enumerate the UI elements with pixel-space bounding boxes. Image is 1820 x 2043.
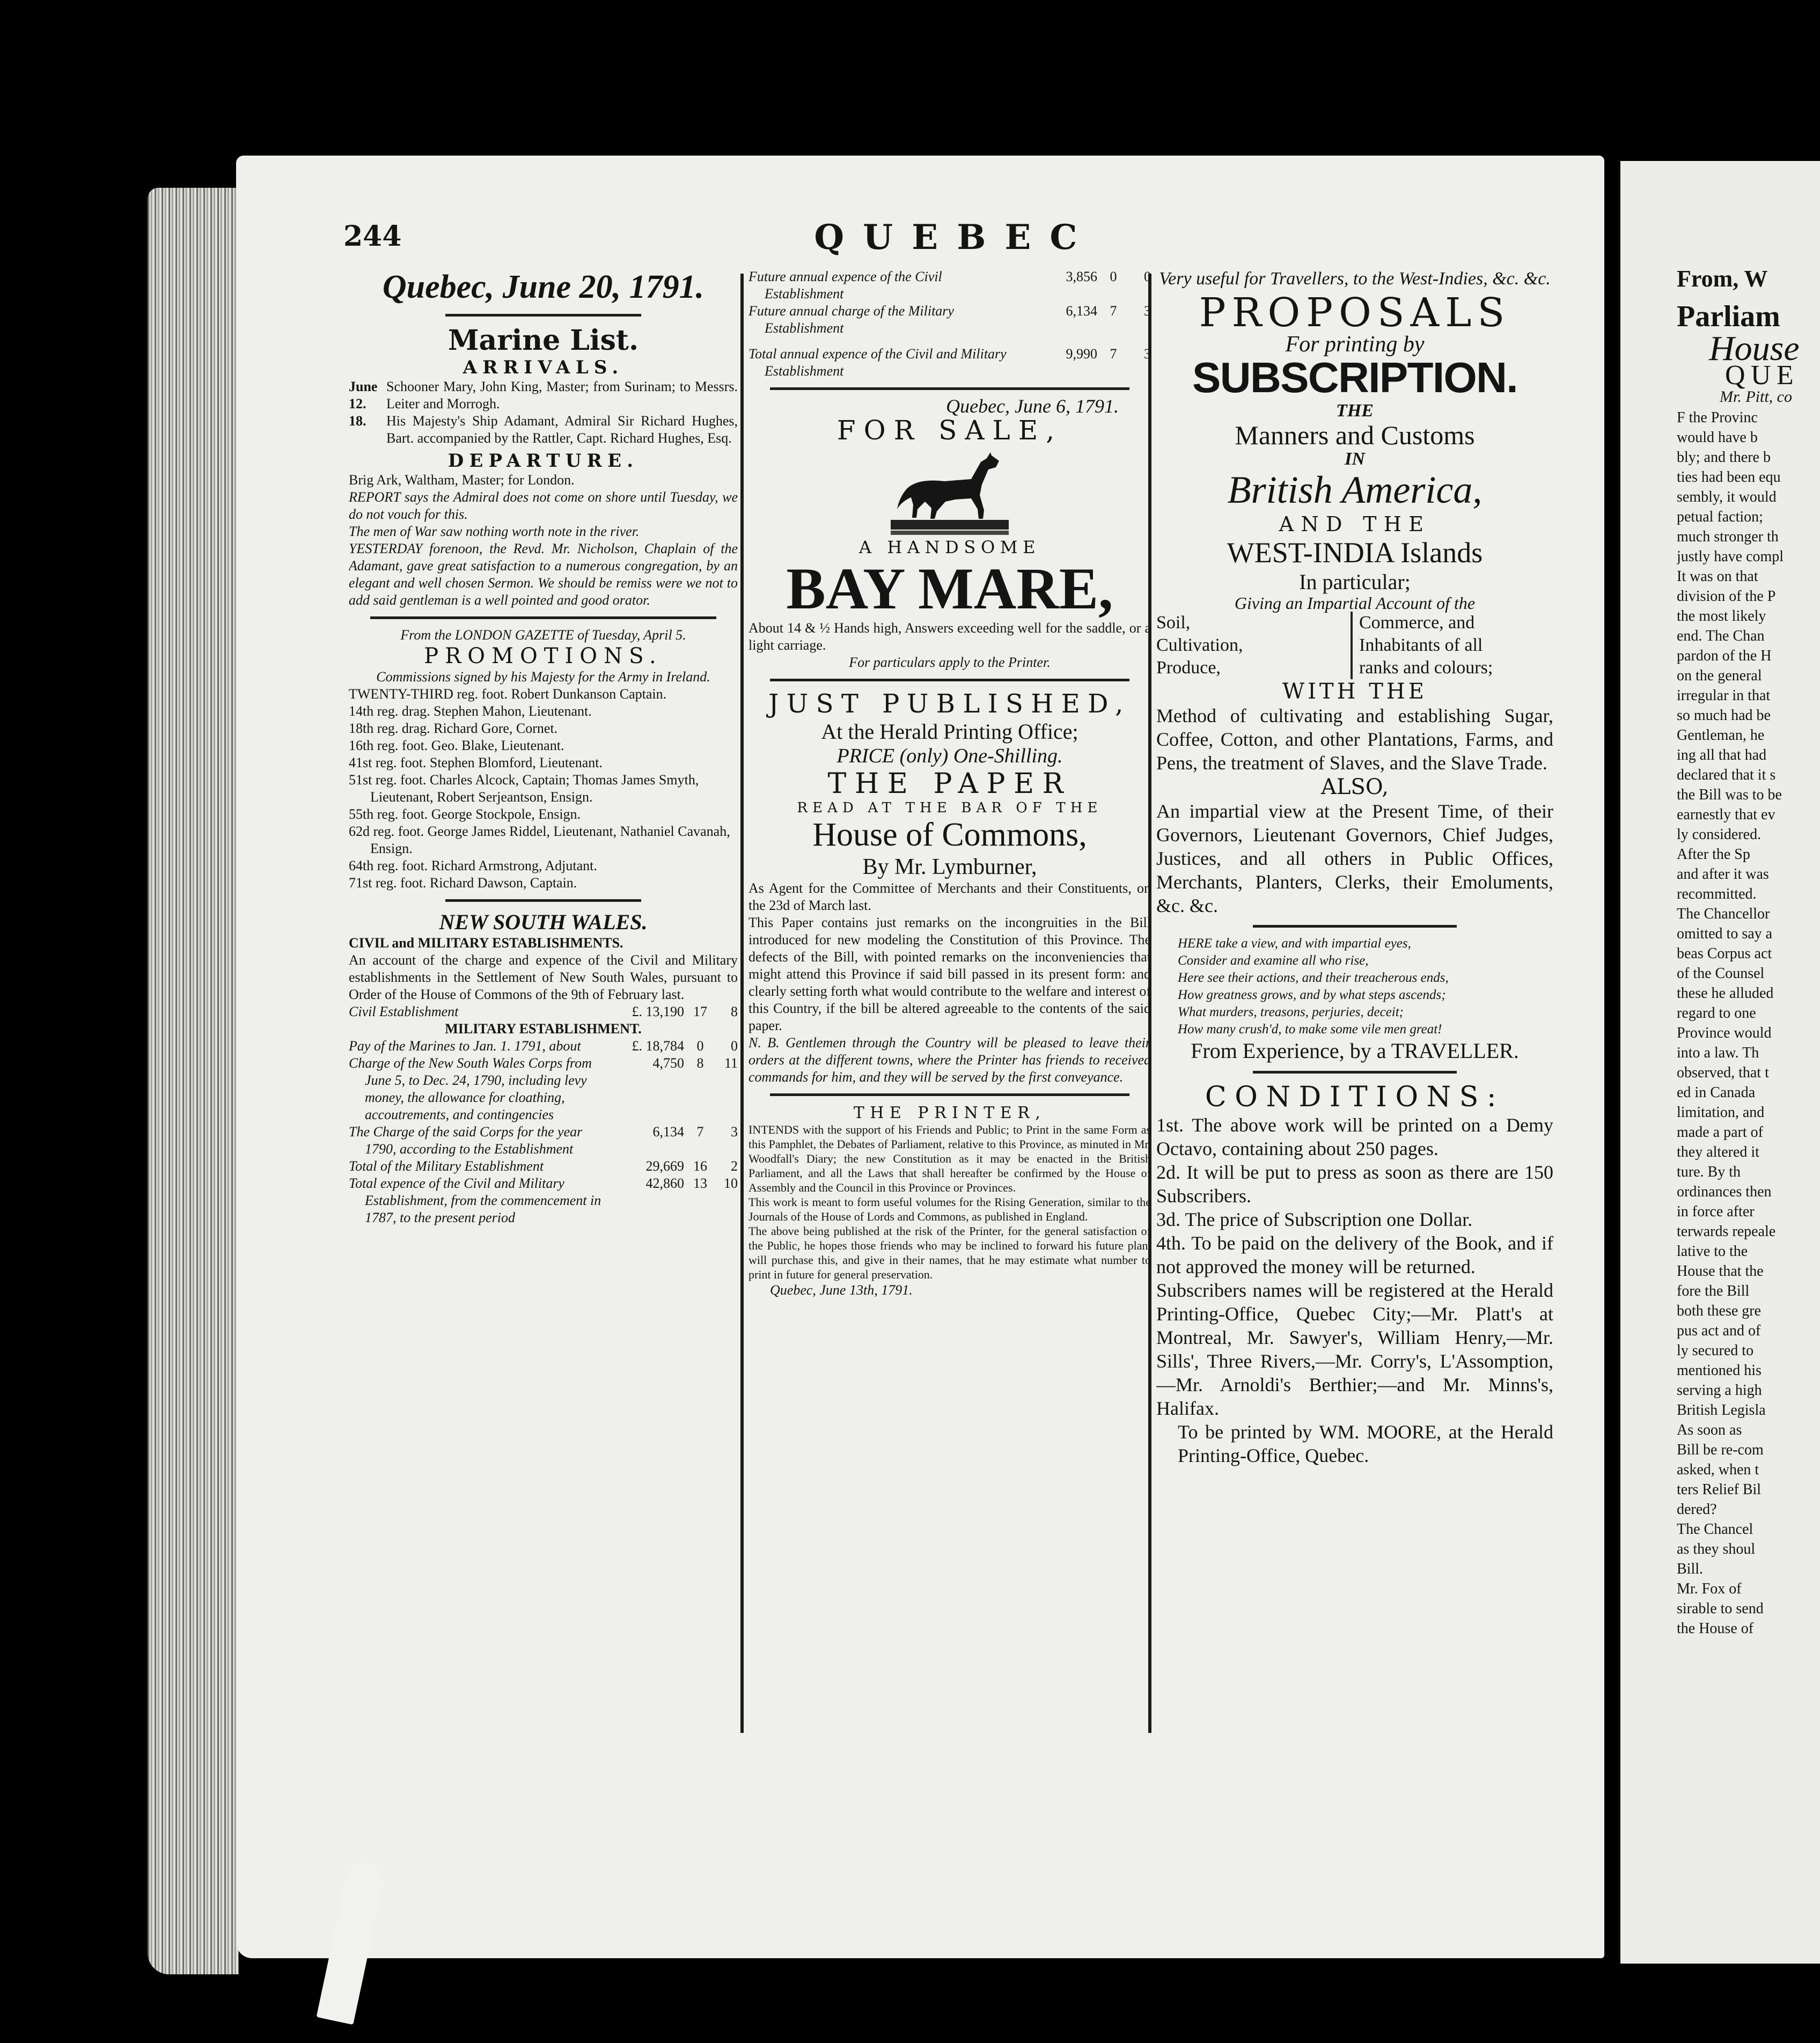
printer-body-3: The above being published at the risk of the Printer, for the general satisfaction of the Public, he hopes those friends who may be inclined to forward his future plan, will purchase this, and give in their names, that he may estimate what number to print in future for general preservation. <box>748 1224 1151 1281</box>
future-expence-row: Total annual expence of the Civil and Military Establishment 9,990 7 3 <box>748 346 1151 379</box>
dateline: Quebec, June 20, 1791. <box>382 269 704 305</box>
military-row: The Charge of the said Corps for the year 1790, according to the Establishment 6,134 7 3 <box>349 1124 738 1157</box>
establishments-heading: CIVIL and MILITARY ESTABLISHMENTS. <box>349 935 623 951</box>
with-the-line: WITH THE <box>1282 679 1427 704</box>
british-america-heading: British America, <box>1227 468 1483 511</box>
facing-text-line: As soon as <box>1677 1422 1742 1438</box>
facing-text-line: ed in Canada <box>1677 1084 1756 1101</box>
in-particular-line: In particular; <box>1299 570 1411 594</box>
divider <box>1253 925 1457 928</box>
column-two <box>748 268 1151 1803</box>
price-line: PRICE (only) One-Shilling. <box>836 745 1063 767</box>
facing-text-line: declared that it s <box>1677 767 1776 783</box>
promotions-list <box>349 686 738 892</box>
facing-text-line: made a part of <box>1677 1124 1763 1141</box>
from-experience-line: From Experience, by a TRAVELLER. <box>1191 1039 1519 1063</box>
also-line: ALSO, <box>1320 775 1389 799</box>
conditions-list <box>1156 1113 1553 1278</box>
marine-list-title: Marine List. <box>447 324 639 357</box>
facing-text-line: irregular in that <box>1677 687 1771 704</box>
condition-entry: 4th. To be paid on the delivery of the Book, and if not approved the money will be returned. <box>1156 1232 1553 1277</box>
facing-text-line: British Legisla <box>1677 1402 1766 1419</box>
facing-text-line: Province would <box>1677 1025 1772 1041</box>
facing-text-line: House that the <box>1677 1263 1764 1280</box>
at-herald-line: At the Herald Printing Office; <box>821 719 1078 744</box>
facing-house-heading: House <box>1709 329 1800 368</box>
facing-text-line: sirable to send <box>1677 1600 1764 1617</box>
men-of-war-paragraph: The men of War saw nothing worth note in the river. <box>349 524 640 539</box>
bay-mare-heading: BAY MARE, <box>786 556 1113 621</box>
promotion-entry: 14th reg. drag. Stephen Mahon, Lieutenant. <box>349 703 592 719</box>
subscribers-paragraph: Subscribers names will be registered at the Herald Printing-Office, Quebec City;—Mr. Platt's at Montreal, Mr. Sawyer's, William Henry,—Mr. Sills', Three Rivers,—Mr. Corry's, L'Assomption,—Mr. Arnoldi's Berthier;—and Mr. Minns's, Halifax. <box>1156 1280 1553 1419</box>
facing-text-line: so much had be <box>1677 707 1771 724</box>
facing-mr-pitt-line: Mr. Pitt, co <box>1720 388 1792 406</box>
promotion-entry: 18th reg. drag. Richard Gore, Cornet. <box>349 721 558 736</box>
in-line: IN <box>1345 449 1365 469</box>
condition-entry: 2d. It will be put to press as soon as there are 150 Subscribers. <box>1156 1162 1553 1207</box>
proposals-heading: PROPOSALS <box>1199 290 1511 336</box>
facing-text-line: Gentleman, he <box>1677 727 1765 744</box>
facing-text-line: sembly, it would <box>1677 489 1777 505</box>
future-expence-row: Future annual expence of the Civil Establishment 3,856 0 0 <box>748 269 1151 302</box>
facing-text-lines <box>1677 408 1820 1638</box>
departure-text: Brig Ark, Waltham, Master; for London. <box>349 472 575 488</box>
military-row: Total of the Military Establishment 29,669 16 2 <box>349 1158 738 1174</box>
facing-text-line: The Chancel <box>1677 1521 1753 1538</box>
printer-heading: THE PRINTER, <box>853 1104 1046 1122</box>
and-the-line: AND THE <box>1279 512 1431 536</box>
method-paragraph: Method of cultivating and establishing Sugar, Coffee, Cotton, and other Plantations, Farms, and Pens, the treatment of Slaves, and the Slave Trade. <box>1156 705 1553 774</box>
impartial-paragraph: An impartial view at the Present Time, of their Governors, Lieutenant Governors, Chief Judges, Justices, and all others in Public Offices, Merchants, Planters, Clerks, their Emoluments, &c. &c. <box>1156 800 1553 916</box>
manners-heading: Manners and Customs <box>1235 420 1475 450</box>
facing-text-line: serving a high <box>1677 1382 1762 1399</box>
facing-text-line: ters Relief Bil <box>1677 1481 1762 1498</box>
arrivals-list <box>349 378 738 447</box>
divider <box>370 616 716 619</box>
facing-text-line: recommitted. <box>1677 886 1757 902</box>
masthead-quebec: QUEBEC <box>814 217 1096 258</box>
facing-quebec-heading: QUE <box>1725 360 1800 391</box>
just-published-heading: JUST PUBLISHED, <box>768 689 1131 719</box>
facing-text-line: pardon of the H <box>1677 648 1772 664</box>
promotions-heading: PROMOTIONS. <box>424 644 663 668</box>
column-rule-1 <box>740 274 744 1733</box>
facing-text-line: ing all that had <box>1677 747 1767 763</box>
subjects-left: Soil, Cultivation, Produce, <box>1156 613 1243 678</box>
facing-text-line: in force after <box>1677 1203 1755 1220</box>
military-row: Total expence of the Civil and Military Establishment, from the commencement in 1787, to the present period 42,860 13 10 <box>349 1175 738 1225</box>
divider <box>445 314 641 317</box>
facing-text-line: Mr. Fox of <box>1677 1581 1742 1597</box>
arrival-entry: 18. His Majesty's Ship Adamant, Admiral Sir Richard Hughes, Bart. accompanied by the Rattler, Capt. Richard Hughes, Esq. <box>349 413 738 446</box>
facing-text-line: limitation, and <box>1677 1104 1765 1121</box>
facing-text-line: It was on that <box>1677 568 1758 585</box>
military-row: Pay of the Marines to Jan. 1. 1791, about £. 18,784 0 0 <box>349 1038 738 1054</box>
house-of-commons-heading: House of Commons, <box>812 817 1087 853</box>
facing-text-line: fore the Bill <box>1677 1283 1750 1299</box>
facing-text-line: terwards repeale <box>1677 1223 1776 1240</box>
subscription-heading: SUBSCRIPTION. <box>1192 354 1517 401</box>
mare-description: About 14 & ½ Hands high, Answers exceeding well for the saddle, or a light carriage. <box>748 620 1151 653</box>
divider <box>770 679 1129 681</box>
sale-dateline: Quebec, June 6, 1791. <box>946 395 1119 417</box>
commissions-subheading: Commissions signed by his Majesty for the Army in Ireland. <box>376 669 710 685</box>
the-line: THE <box>1336 401 1374 421</box>
handsome-line: A HANDSOME <box>858 537 1041 557</box>
facing-text-line: ly considered. <box>1677 826 1762 843</box>
facing-text-line: ture. By th <box>1677 1164 1741 1180</box>
gazette-heading: From the LONDON GAZETTE of Tuesday, April 5. <box>400 627 686 643</box>
book-page-edges <box>148 188 239 1974</box>
paper-body: This Paper contains just remarks on the incongruities in the Bill introduced for new modeling the Constitution of this Province. The defects of the Bill, with pointed remarks on the inconveniencies that might attend this Province if said bill passed in its present form: and clearly setting forth what would contribute to the welfare and interest of this Country, if the bill be altered agreeable to the contents of the said paper. <box>748 915 1151 1033</box>
facing-text-line: dered? <box>1677 1501 1717 1518</box>
subjects-list <box>1156 612 1553 679</box>
future-expence-row: Future annual charge of the Military Establishment 6,134 7 3 <box>748 303 1151 336</box>
arrivals-heading: ARRIVALS. <box>463 357 624 378</box>
facing-text-line: ties had been equ <box>1677 469 1781 486</box>
facing-text-line: the Bill was to be <box>1677 787 1782 803</box>
divider <box>770 1093 1129 1096</box>
facing-text-line: regard to one <box>1677 1005 1756 1022</box>
military-row: Charge of the New South Wales Corps from June 5, to Dec. 24, 1790, including levy money, the allowance for cloathing, accoutrements, and contingencies 4,750 8 11 <box>349 1055 738 1122</box>
facing-text-line: ordinances then <box>1677 1184 1772 1200</box>
condition-entry: 3d. The price of Subscription one Dollar. <box>1156 1209 1473 1230</box>
the-paper-heading: THE PAPER <box>827 768 1072 800</box>
mare-apply: For particulars apply to the Printer. <box>849 655 1051 670</box>
report-paragraph: REPORT says the Admiral does not come on shore until Tuesday, we do not vouch for this. <box>349 489 738 522</box>
facing-text-line: Bill. <box>1677 1561 1704 1577</box>
printed-by-line: To be printed by WM. MOORE, at the Herald Printing-Office, Quebec. <box>1178 1421 1553 1466</box>
nsw-heading: NEW SOUTH WALES. <box>439 910 648 934</box>
facing-text-line: both these gre <box>1677 1303 1762 1319</box>
facing-text-line: petual faction; <box>1677 509 1763 525</box>
facing-text-line: earnestly that ev <box>1677 806 1775 823</box>
arrival-entry: June 12. Schooner Mary, John King, Master; from Surinam; to Messrs. Leiter and Morrogh. <box>349 379 738 411</box>
divider <box>1253 1071 1457 1074</box>
facing-from-heading: From, W <box>1677 268 1768 292</box>
facing-text-line: ly secured to <box>1677 1342 1754 1359</box>
read-at-line: READ AT THE BAR OF THE <box>797 800 1103 816</box>
promotion-entry: 41st reg. foot. Stephen Blomford, Lieutenant. <box>349 755 603 770</box>
facing-text-line: would have b <box>1677 429 1758 446</box>
promotion-entry: 51st reg. foot. Charles Alcock, Captain; Thomas James Smyth, Lieutenant, Robert Serjeantson, Ensign. <box>349 772 699 805</box>
facing-text-line: these he alluded <box>1677 985 1774 1002</box>
giving-line: Giving an Impartial Account of the <box>1234 593 1476 613</box>
departure-heading: DEPARTURE. <box>447 450 639 472</box>
facing-text-line: and after it was <box>1677 866 1769 883</box>
for-sale-heading: FOR SALE, <box>836 415 1063 446</box>
column-three <box>1156 268 1553 1803</box>
facing-text-line: After the Sp <box>1677 846 1750 863</box>
divider <box>445 899 641 902</box>
sermon-paragraph: YESTERDAY forenoon, the Revd. Mr. Nicholson, Chaplain of the Adamant, gave great satisfaction to a numerous congregation, by an elegant and well chosen Sermon. We should be remiss were we not to add said gentleman is a well pointed and good orator. <box>349 541 738 608</box>
facing-text-line: the most likely <box>1677 608 1766 624</box>
poem: HERE take a view, and with impartial eyes, Consider and examine all who rise, Here see their actions, and their treacherous ends, How greatness grows, and by what steps ascends; What murders, treasons, perjuries, deceit; How many crush'd, to make some vile men great! <box>1178 936 1449 1037</box>
military-heading: MILITARY ESTABLISHMENT. <box>445 1021 642 1037</box>
account-paragraph: An account of the charge and expence of the Civil and Military establishments in the Settlement of New South Wales, pursuant to Order of the House of Commons of the 9th of February last. <box>349 952 738 1002</box>
conditions-heading: CONDITIONS: <box>1205 1081 1505 1113</box>
facing-text-line: the House of <box>1677 1620 1754 1637</box>
facing-text-line: bly; and there b <box>1677 449 1771 466</box>
nb-paragraph: N. B. Gentlemen through the Country will be pleased to leave their orders at the different towns, where the Printer has friends to received commands for him, and they will be served by the first conveyance. <box>748 1035 1151 1085</box>
promotion-entry: TWENTY-THIRD reg. foot. Robert Dunkanson Captain. <box>349 686 667 702</box>
column-one <box>349 268 738 1803</box>
civil-establishment-row: Civil Establishment £. 13,190 17 8 <box>349 1004 738 1019</box>
facing-text-line: of the Counsel <box>1677 965 1765 982</box>
travellers-line: Very useful for Travellers, to the West-Indies, &c. &c. <box>1159 269 1551 289</box>
divider <box>770 387 1129 390</box>
promotion-entry: 71st reg. foot. Richard Dawson, Captain. <box>349 875 577 891</box>
printer-body-2: This work is meant to form useful volumes for the Rising Generation, similar to the Journals of the House of Lords and Commons, as published in England. <box>748 1195 1151 1223</box>
facing-text-line: pus act and of <box>1677 1322 1761 1339</box>
facing-text-line: on the general <box>1677 667 1762 684</box>
facing-text-line: asked, when t <box>1677 1461 1759 1478</box>
facing-text-line: justly have compl <box>1677 548 1784 565</box>
facing-text-line: omitted to say a <box>1677 925 1773 942</box>
horse-woodcut <box>748 446 1151 537</box>
by-line: By Mr. Lymburner, <box>862 855 1037 879</box>
facing-text-line: into a law. Th <box>1677 1045 1759 1061</box>
facing-parliament-heading: Parliam <box>1677 300 1780 333</box>
agent-paragraph: As Agent for the Committee of Merchants and their Constituents, on the 23d of March last. <box>748 880 1151 913</box>
page-number: 244 <box>343 220 402 253</box>
facing-text-line: F the Provinc <box>1677 409 1758 426</box>
promotion-entry: 62d reg. foot. George James Riddel, Lieutenant, Nathaniel Cavanah, Ensign. <box>349 824 730 856</box>
facing-text-line: beas Corpus act <box>1677 945 1772 962</box>
facing-text-line: as they shoul <box>1677 1541 1756 1557</box>
promotion-entry: 16th reg. foot. Geo. Blake, Lieutenant. <box>349 738 564 753</box>
facing-text-line: end. The Chan <box>1677 628 1765 644</box>
facing-text-line: division of the P <box>1677 588 1776 605</box>
facing-text-line: observed, that t <box>1677 1064 1769 1081</box>
facing-text-line: much stronger th <box>1677 528 1779 545</box>
facing-text-line: mentioned his <box>1677 1362 1762 1379</box>
promotion-entry: 64th reg. foot. Richard Armstrong, Adjutant. <box>349 858 597 873</box>
facing-page-column <box>1677 268 1820 1803</box>
for-printing-line: For printing by <box>1285 332 1425 357</box>
facing-text-line: Bill be re-com <box>1677 1442 1764 1458</box>
facing-text-line: they altered it <box>1677 1144 1759 1160</box>
printer-dateline: Quebec, June 13th, 1791. <box>770 1282 913 1298</box>
subjects-right: Commerce, and Inhabitants of all ranks and colours; <box>1351 612 1553 679</box>
condition-entry: 1st. The above work will be printed on a Demy Octavo, containing about 250 pages. <box>1156 1114 1553 1159</box>
printer-body: INTENDS with the support of his Friends and Public; to Print in the same Form as this Pamphlet, the Debates of Parliament, relative to this Province, as minuted in Mr. Woodfall's Diary; the new Constitution as it may be enacted in the British Parliament, and all the Laws that shall hereafter be confirmed by the House of Assembly and the Council in this Province or Provinces. <box>748 1123 1151 1194</box>
promotion-entry: 55th reg. foot. George Stockpole, Ensign. <box>349 806 581 822</box>
facing-text-line: The Chancellor <box>1677 906 1770 922</box>
west-india-heading: WEST-INDIA Islands <box>1227 537 1483 569</box>
horse-icon <box>885 446 1014 537</box>
facing-text-line: lative to the <box>1677 1243 1748 1260</box>
